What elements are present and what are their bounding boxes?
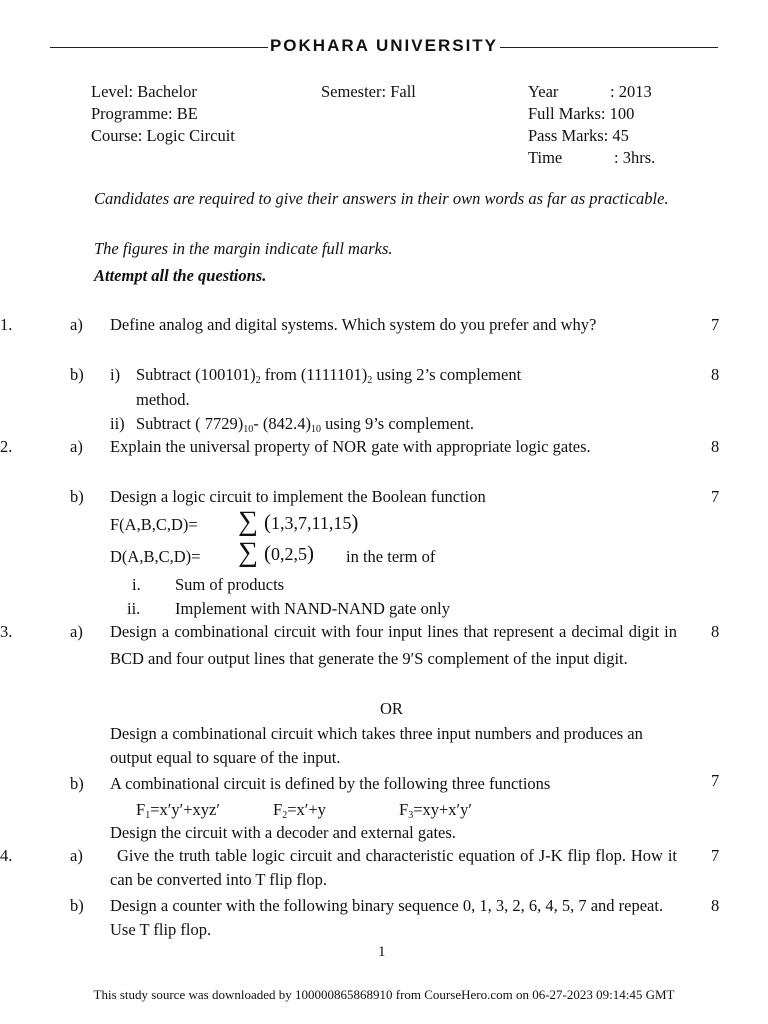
function-f2: $F_2=x'+y$ — [273, 800, 326, 821]
year-value: : 2013 — [610, 82, 652, 101]
page-number: 1 — [378, 944, 386, 960]
d-dont-cares: (0,2,5) — [264, 541, 314, 565]
q2a-marks: 8 — [711, 437, 720, 456]
q4-number: 4. — [0, 846, 13, 865]
q1a-text: Define analog and digital systems. Which system do you prefer and why? — [110, 315, 597, 334]
q2b-marks: 7 — [711, 487, 720, 506]
q4a-marks: 7 — [711, 846, 720, 865]
time-label: Time — [528, 148, 563, 167]
q1b-ii-text: Subtract ( $7729)_{10}-$ $(842.4)_{10}$ using 9’s complement. — [136, 414, 475, 435]
q3b-decoder-text: Design the circuit with a decoder and external gates. — [110, 823, 456, 842]
q2b-text: Design a logic circuit to implement the Boolean function — [110, 487, 486, 506]
q3a-text: Design a combinational circuit with four input lines that represent a decimal digit in BCD and four output lines that generate the 9′S complement of the input digit. — [110, 622, 677, 668]
q3b-label: b) — [70, 774, 84, 793]
q3a-alternative-text: Design a combinational circuit which takes three input numbers and produces an output equal to square of the input. — [110, 724, 643, 767]
q4b-marks: 8 — [711, 896, 720, 915]
q4b-text: Design a counter with the following binary sequence 0, 1, 3, 2, 6, 4, 5, 7 and repeat. Use T flip flop. — [110, 896, 664, 939]
q2b-ii-label: ii. — [127, 599, 141, 618]
q1a-label: a) — [70, 315, 83, 334]
q1-number: 1. — [0, 315, 13, 334]
q1b-marks: 8 — [711, 365, 720, 384]
function-f3: $F_3=xy+x'y'$ — [399, 800, 473, 821]
or-separator: OR — [380, 699, 403, 718]
q4b-label: b) — [70, 896, 84, 915]
semester: Semester: Fall — [321, 82, 416, 101]
pass-marks: Pass Marks: 45 — [528, 126, 629, 145]
q2-number: 2. — [0, 437, 13, 456]
d-sigma-symbol: ∑ — [238, 537, 258, 568]
f-sigma-symbol: ∑ — [238, 506, 258, 537]
q1b-i-text: Subtract $(100101)_2$ from $(1111101)_2$ using 2’s complement — [136, 365, 522, 386]
q1b-ii-label: ii) — [110, 414, 125, 433]
instruction-own-words: Candidates are required to give their answers in their own words as far as practicable. — [94, 189, 669, 208]
instruction-figures: The figures in the margin indicate full marks. — [94, 239, 393, 258]
q3b-marks: 7 — [711, 771, 720, 790]
q1b-i-continued: method. — [136, 390, 190, 409]
q2b-ii-text: Implement with NAND-NAND gate only — [175, 599, 450, 618]
instruction-attempt-all: Attempt all the questions. — [94, 266, 267, 285]
q2a-text: Explain the universal property of NOR gate with appropriate logic gates. — [110, 437, 591, 456]
q3a-marks: 8 — [711, 622, 720, 641]
q1b-i-label: i) — [110, 365, 121, 384]
time-value: : 3hrs. — [614, 148, 656, 167]
q2b-i-label: i. — [132, 575, 141, 594]
q1b-label: b) — [70, 365, 84, 384]
level: Level: Bachelor — [91, 82, 197, 101]
q2b-label: b) — [70, 487, 84, 506]
q3b-text: A combinational circuit is defined by the following three functions — [110, 774, 551, 793]
q4a-text: Give the truth table logic circuit and characteristic equation of J-K flip flop. How it can be converted into T flip flop. — [110, 846, 677, 889]
university-title: POKHARA UNIVERSITY — [269, 36, 499, 55]
q1a-marks: 7 — [711, 315, 720, 334]
q2b-i-text: Sum of products — [175, 575, 285, 594]
q3a-label: a) — [70, 622, 83, 641]
programme: Programme: BE — [91, 104, 198, 123]
download-notice: This study source was downloaded by 100000865868910 from CourseHero.com on 06-27-2023 09:14:45 GMT — [93, 987, 675, 1002]
q3-number: 3. — [0, 622, 13, 641]
f-minterms: (1,3,7,11,15) — [264, 510, 359, 534]
full-marks: Full Marks: 100 — [528, 104, 635, 123]
year-label: Year — [528, 82, 559, 101]
q2a-label: a) — [70, 437, 83, 456]
q4a-label: a) — [70, 846, 83, 865]
d-term-of: in the term of — [346, 547, 436, 566]
f-function-lhs: F(A,B,C,D)= — [110, 515, 198, 534]
d-function-lhs: D(A,B,C,D)= — [110, 547, 201, 566]
function-f1: $F_1=x'y'+xyz'$ — [136, 800, 220, 821]
course: Course: Logic Circuit — [91, 126, 235, 145]
